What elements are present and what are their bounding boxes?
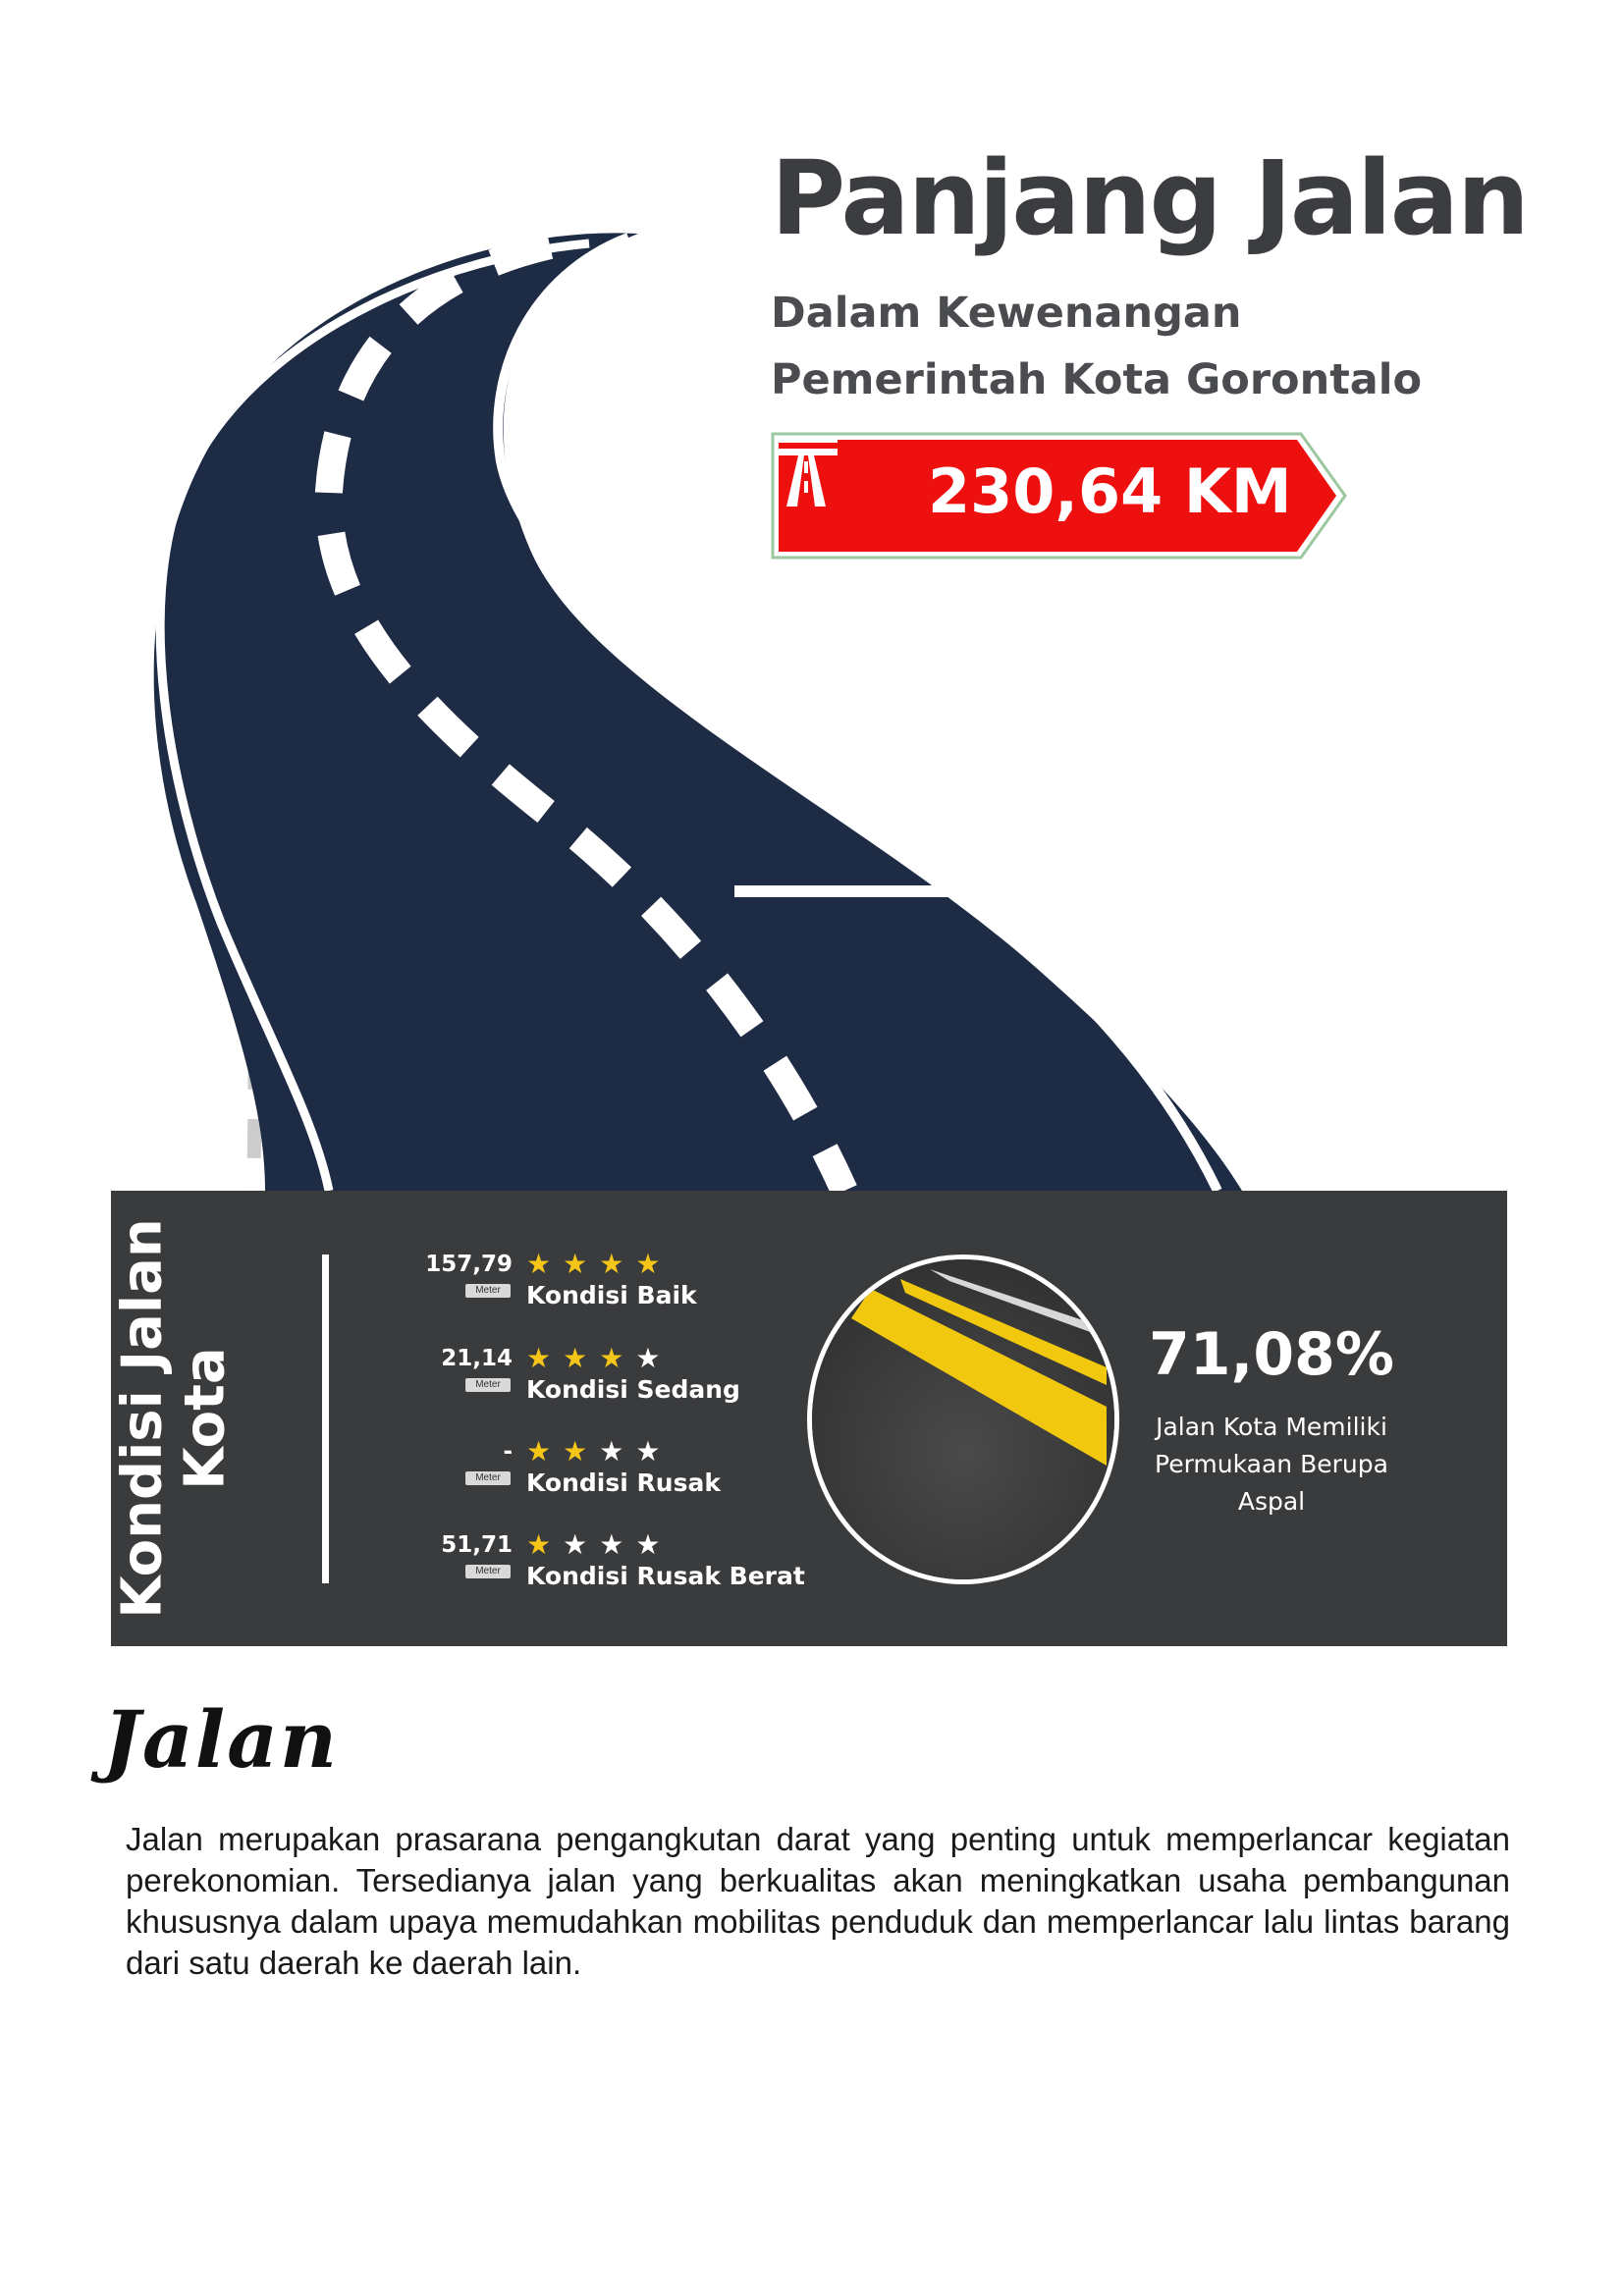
- star-icon: ★: [599, 1529, 636, 1560]
- condition-row-sedang: [422, 1343, 815, 1415]
- subtitle-line-1: Dalam Kewenangan: [771, 289, 1242, 338]
- road-length-value: 230,64 KM: [928, 455, 1292, 527]
- section-heading: Jalan: [103, 1693, 340, 1786]
- star-icon: ★: [526, 1343, 564, 1373]
- subtitle-line-2: Pemerintah Kota Gorontalo: [771, 355, 1423, 404]
- star-icon: ★: [526, 1436, 564, 1467]
- star-icon: ★: [526, 1529, 564, 1560]
- condition-unit: Meter: [465, 1565, 511, 1578]
- star-icon: ★: [635, 1343, 673, 1373]
- star-icon: ★: [635, 1529, 673, 1560]
- condition-value: 51,71: [441, 1532, 513, 1558]
- condition-unit: Meter: [465, 1284, 511, 1298]
- star-icon: ★: [563, 1343, 600, 1373]
- highway-icon: [771, 432, 841, 507]
- star-icon: ★: [599, 1343, 636, 1373]
- star-icon: ★: [599, 1249, 636, 1279]
- star-rating: [526, 1435, 672, 1468]
- condition-unit: Meter: [465, 1378, 511, 1392]
- asphalt-percentage-desc: Jalan Kota Memiliki Permukaan Berupa Aspal: [1155, 1413, 1388, 1516]
- star-icon: ★: [526, 1249, 564, 1279]
- star-icon: ★: [635, 1436, 673, 1467]
- condition-label: Kondisi Rusak Berat: [526, 1562, 805, 1590]
- title-block: [771, 138, 1528, 258]
- condition-row-rusak: [422, 1436, 815, 1508]
- star-icon: ★: [563, 1529, 600, 1560]
- asphalt-percentage: 71,08%: [1149, 1320, 1394, 1389]
- star-icon: ★: [599, 1436, 636, 1467]
- star-rating: [526, 1342, 672, 1374]
- condition-value: 21,14: [441, 1346, 513, 1371]
- page-title: Panjang Jalan: [771, 138, 1528, 258]
- condition-value: -: [503, 1439, 513, 1465]
- star-rating: [526, 1528, 672, 1561]
- star-icon: ★: [635, 1249, 673, 1279]
- condition-value: 157,79: [425, 1252, 513, 1277]
- panel-title: Kondisi Jalan Kota: [110, 1218, 238, 1619]
- condition-label: Kondisi Rusak: [526, 1468, 721, 1497]
- condition-label: Kondisi Sedang: [526, 1375, 740, 1404]
- star-icon: ★: [563, 1436, 600, 1467]
- star-rating: [526, 1248, 672, 1280]
- asphalt-photo: [807, 1255, 1119, 1584]
- condition-unit: Meter: [465, 1471, 511, 1485]
- section-body: Jalan merupakan prasarana pengangkutan darat yang penting untuk memperlancar kegiatan perekonomian. Tersedianya jalan yang berkualitas akan meningkatkan usaha pembangunan khususnya dalam upaya memudahkan mobilitas penduduk dan memperlancar lalu lintas barang dari satu daerah ke daerah lain.: [126, 1821, 1510, 1981]
- panel-divider: [322, 1255, 329, 1583]
- condition-label: Kondisi Baik: [526, 1281, 697, 1309]
- road-length-banner: [771, 432, 1350, 560]
- star-icon: ★: [563, 1249, 600, 1279]
- condition-row-rusak-berat: [422, 1529, 815, 1601]
- condition-row-baik: [422, 1249, 815, 1320]
